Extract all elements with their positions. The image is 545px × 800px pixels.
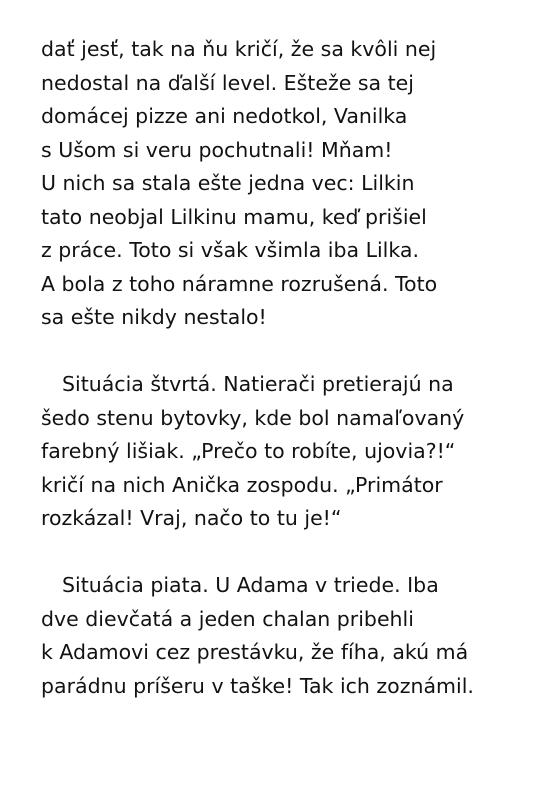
text-line: parádnu príšeru v taške! Tak ich zoznámil. bbox=[41, 673, 474, 698]
paragraph-gap bbox=[41, 335, 521, 369]
text-line: farebný lišiak. „Prečo to robíte, ujovia?!“ bbox=[41, 439, 456, 463]
text-line: z práce. Toto si však všimla iba Lilka. bbox=[41, 238, 419, 262]
text-line: A bola z toho náramne rozrušená. Toto bbox=[41, 271, 438, 296]
text-line: šedo stenu bytovky, kde bol namaľovaný bbox=[41, 405, 465, 430]
text-line: dať jesť, tak na ňu kričí, že sa kvôli nej bbox=[41, 37, 437, 61]
text-line: Situácia štvrtá. Natierači pretierajú na bbox=[62, 372, 454, 396]
text-line: domácej pizze ani nedotkol, Vanilka bbox=[41, 104, 408, 128]
text-line: rozkázal! Vraj, načo to tu je!“ bbox=[41, 506, 342, 530]
paragraph-3 bbox=[41, 569, 521, 703]
text-line: nedostal na ďalší level. Ešteže sa tej bbox=[41, 70, 414, 95]
text-line: k Adamovi cez prestávku, že fíha, akú má bbox=[41, 640, 469, 664]
text-line: sa ešte nikdy nestalo! bbox=[41, 305, 267, 329]
page-text bbox=[41, 33, 521, 703]
paragraph-1 bbox=[41, 33, 521, 335]
text-line: tato neobjal Lilkinu mamu, keď prišiel bbox=[41, 204, 427, 229]
paragraph-gap bbox=[41, 536, 521, 570]
text-line: s Ušom si veru pochutnali! Mňam! bbox=[41, 137, 393, 162]
text-line: U nich sa stala ešte jedna vec: Lilkin bbox=[41, 171, 415, 195]
text-line: Situácia piata. U Adama v triede. Iba bbox=[62, 573, 439, 597]
text-line: kričí na nich Anička zospodu. „Primátor bbox=[41, 472, 443, 497]
paragraph-2 bbox=[41, 368, 521, 536]
text-line: dve dievčatá a jeden chalan pribehli bbox=[41, 606, 414, 631]
